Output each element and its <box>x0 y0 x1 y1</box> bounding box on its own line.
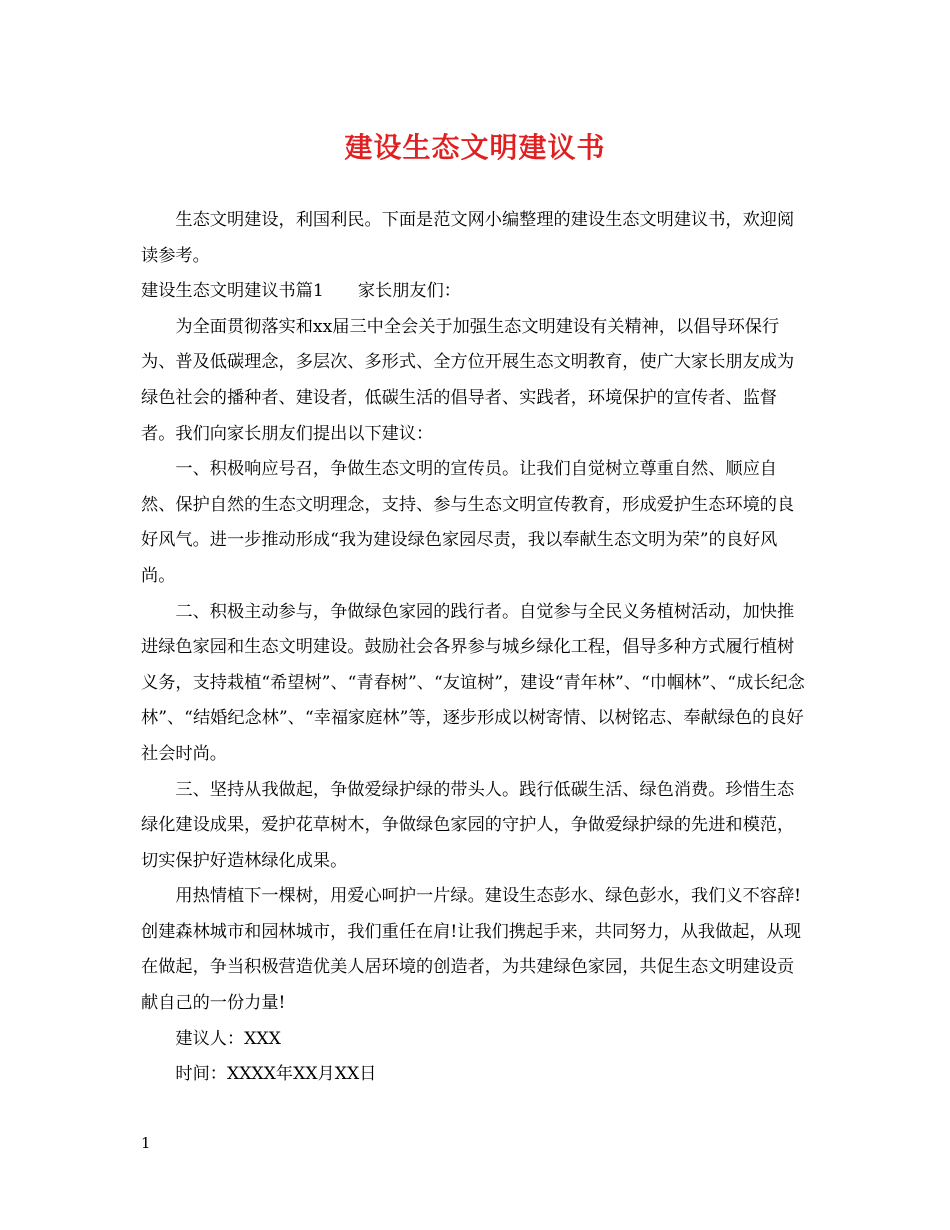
page-number: 1 <box>141 1134 151 1152</box>
section-heading: 建设生态文明建议书篇1 <box>141 281 324 302</box>
salutation: 家长朋友们： <box>357 281 461 302</box>
intro-paragraph: 生态文明建设，利国利民。下面是范文网小编整理的建设生态文明建议书，欢迎阅读参考。 <box>141 210 795 266</box>
paragraph-3: 二、积极主动参与，争做绿色家园的践行者。自觉参与全民义务植树活动，加快推进绿色家园和生态文明建设。鼓励社会各界参与城乡绿化工程，倡导多种方式履行植树义务，支持栽植“希望树”、“青春树”、“友谊树”，建设“青年林”、“巾帼林”、“成长纪念林”、“结婚纪念林”、“幸福家庭林”等，逐步形成以树寄情、以树铭志、奉献绿色的良好社会时尚。 <box>141 601 805 764</box>
paragraph-2: 一、积极响应号召，争做生态文明的宣传员。让我们自觉树立尊重自然、顺应自然、保护自然的生态文明理念，支持、参与生态文明宣传教育，形成爱护生态环境的良好风气。进一步推动形成“我为建设绿色家园尽责，我以奉献生态文明为荣”的良好风尚。 <box>141 459 795 586</box>
section-heading-line <box>141 274 811 310</box>
document-title: 建设生态文明建议书 <box>344 131 606 164</box>
paragraph-4: 三、坚持从我做起，争做爱绿护绿的带头人。践行低碳生活、绿色消费。珍惜生态绿化建设成果，爱护花草树木，争做绿色家园的守护人，争做爱绿护绿的先进和模范，切实保护好造林绿化成果。 <box>141 779 795 871</box>
document-body <box>141 203 811 1093</box>
signer-line: 建议人：XXX <box>175 1028 281 1049</box>
paragraph-1: 为全面贯彻落实和xx届三中全会关于加强生态文明建设有关精神，以倡导环保行为、普及低碳理念，多层次、多形式、全方位开展生态文明教育，使广大家长朋友成为绿色社会的播种者、建设者，低碳生活的倡导者、实践者，环境保护的宣传者、监督者。我们向家长朋友们提出以下建议： <box>141 316 795 444</box>
paragraph-5: 用热情植下一棵树，用爱心呵护一片绿。建设生态彭水、绿色彭水，我们义不容辞!创建森林城市和园林城市，我们重任在肩!让我们携起手来，共同努力，从我做起，从现在做起，争当积极营造优美人居环境的创造者，为共建绿色家园，共促生态文明建设贡献自己的一份力量! <box>141 886 802 1014</box>
date-line: 时间：XXXX年XX月XX日 <box>175 1064 377 1085</box>
